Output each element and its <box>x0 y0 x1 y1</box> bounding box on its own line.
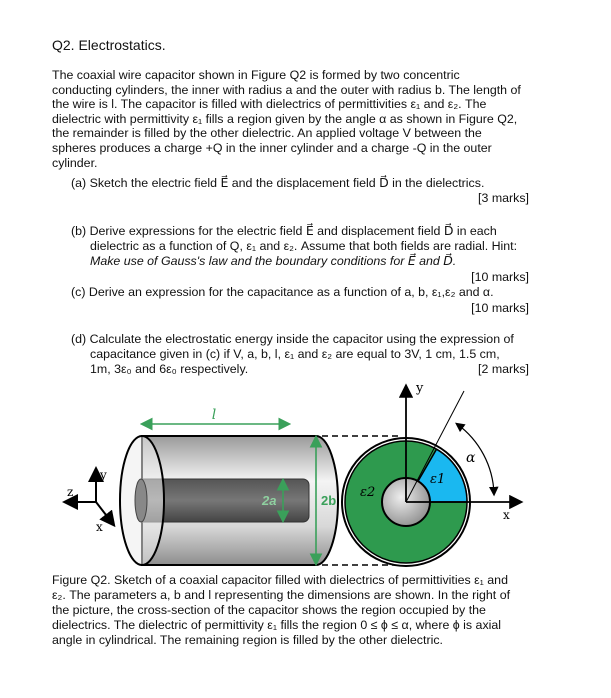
caption-line: ε₂. The parameters a, b and l representing the dimensions are shown. In the right of <box>52 588 511 602</box>
triad-x-label: x <box>96 520 103 534</box>
part-b-text: dielectric as a function of Q, ε₁ and ε₂. Assume that both fields are radial. Hint: <box>90 239 518 253</box>
question-title: Q2. Electrostatics. <box>52 37 166 53</box>
intro-line: dielectric with permittivity ε₁ fills a region given by the angle α as shown in Figure Q2, <box>52 111 518 126</box>
eps1-label: ε1 <box>430 472 446 487</box>
intro-line: The coaxial wire capacitor shown in Figure Q2 is formed by two concentric <box>52 68 460 82</box>
part-b-hint: Make use of Gauss's law and the boundary conditions for E⃗ and D⃗. <box>90 254 457 268</box>
figure-q2 <box>0 380 611 580</box>
part-b-text: (b) Derive expressions for the electric field E⃗ and displacement field D⃗ in each <box>71 224 497 238</box>
part-c-text: (c) Derive an expression for the capacitance as a function of a, b, ε₁,ε₂ and α. <box>71 285 494 299</box>
eps2-label: ε2 <box>360 485 376 500</box>
axis-x-label: x <box>503 508 510 522</box>
intro-line: spheres produces a charge +Q in the inner cylinder and a charge -Q in the outer <box>52 141 492 155</box>
intro-line: conducting cylinders, the inner with radius a and the outer with radius b. The length of <box>52 82 521 97</box>
triad-y-label: y <box>100 468 107 482</box>
cross-section <box>342 381 520 566</box>
caption-line: angle in cylindrical. The remaining region is filled by the other dielectric. <box>52 633 443 647</box>
axis-y-label: y <box>416 381 424 396</box>
axes-triad <box>66 468 113 534</box>
triad-z-label: z <box>67 485 74 499</box>
cylinder-3d <box>120 436 338 565</box>
dimension-l <box>143 407 288 424</box>
part-d-marks: [2 marks] <box>478 362 529 376</box>
intro-line: cylinder. <box>52 155 98 170</box>
label-2b: 2b <box>321 493 337 508</box>
label-2a: 2a <box>262 493 277 508</box>
part-a-marks: [3 marks] <box>478 191 529 205</box>
part-c-marks: [10 marks] <box>471 301 529 315</box>
caption-line: the picture, the cross-section of the capacitor shows the region occupied by the <box>52 603 486 617</box>
label-l: l <box>211 407 217 423</box>
part-b-marks: [10 marks] <box>471 270 529 284</box>
part-a-text: (a) Sketch the electric field E⃗ and the displacement field D⃗ in the dielectrics. <box>71 176 485 190</box>
part-d-text: capacitance given in (c) if V, a, b, l, ε₁ and ε₂ are equal to 3V, 1 cm, 1.5 cm, <box>90 347 500 361</box>
caption-line: dielectrics. The dielectric of permittivity ε₁ fills the region 0 ≤ ϕ ≤ α, where ϕ is axial <box>52 618 502 632</box>
intro-line: the wire is l. The capacitor is filled with dielectrics of permittivities ε₁ and ε₂. The <box>52 97 487 112</box>
part-d-text: 1m, 3ε₀ and 6ε₀ respectively. <box>90 362 249 376</box>
intro-line: the remainder is filled by the other dielectric. An applied voltage V between the <box>52 126 482 141</box>
alpha-label: α <box>466 450 476 466</box>
part-d-text: (d) Calculate the electrostatic energy inside the capacitor using the expression of <box>71 332 514 346</box>
caption-line: Figure Q2. Sketch of a coaxial capacitor filled with dielectrics of permittivities ε₁ and <box>52 573 508 587</box>
